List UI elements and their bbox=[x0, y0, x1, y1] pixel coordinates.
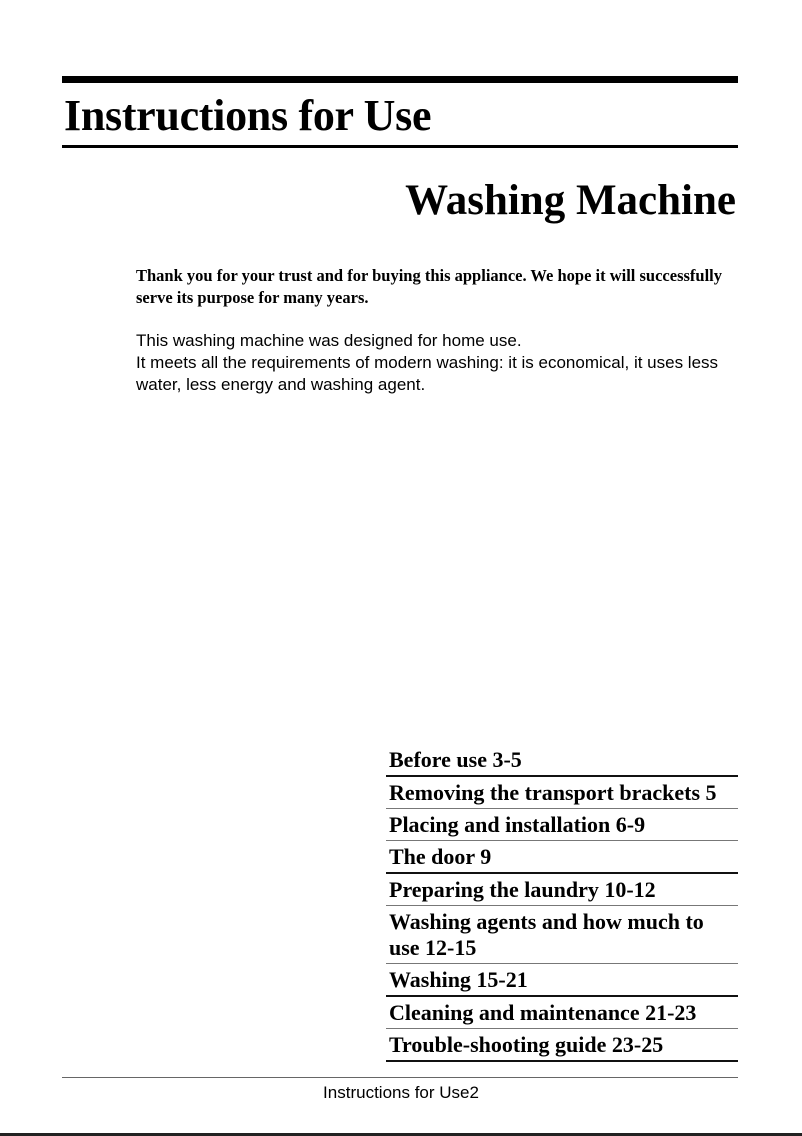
toc-item-washing: Washing 15-21 bbox=[386, 964, 738, 997]
header-rule-thick bbox=[62, 76, 738, 83]
intro-line-1: This washing machine was designed for home use. bbox=[136, 331, 522, 350]
toc-item-transport-brackets: Removing the transport brackets 5 bbox=[386, 777, 738, 809]
document-title: Instructions for Use bbox=[64, 91, 432, 140]
toc-item-placing-installation: Placing and installation 6-9 bbox=[386, 809, 738, 841]
footer-rule bbox=[62, 1077, 738, 1078]
table-of-contents bbox=[386, 744, 738, 1062]
intro-line-2: It meets all the requirements of modern washing: it is economical, it uses less water, less energy and washing agent. bbox=[136, 353, 719, 394]
header-rule-thin bbox=[62, 145, 738, 148]
toc-item-cleaning-maintenance: Cleaning and maintenance 21-23 bbox=[386, 997, 738, 1029]
page-footer: Instructions for Use2 bbox=[323, 1083, 479, 1102]
toc-item-preparing-laundry: Preparing the laundry 10-12 bbox=[386, 874, 738, 906]
toc-item-before-use: Before use 3-5 bbox=[386, 744, 738, 777]
toc-item-door: The door 9 bbox=[386, 841, 738, 874]
thank-you-text: Thank you for your trust and for buying this appliance. We hope it will successfully serve its purpose for many years. bbox=[136, 266, 723, 307]
toc-item-washing-agents: Washing agents and how much to use 12-15 bbox=[386, 906, 738, 964]
intro-text bbox=[136, 330, 736, 396]
toc-item-trouble-shooting: Trouble-shooting guide 23-25 bbox=[386, 1029, 738, 1062]
product-name: Washing Machine bbox=[405, 177, 736, 224]
